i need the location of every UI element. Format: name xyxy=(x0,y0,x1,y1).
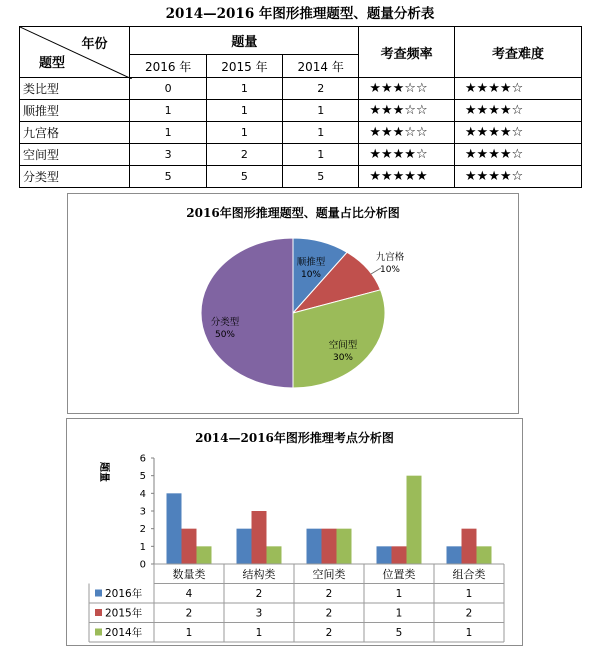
legend-label: 2014年 xyxy=(105,627,143,639)
row-type: 九宫格 xyxy=(20,122,130,144)
bar xyxy=(167,493,182,564)
row-frequency-stars: ★★★☆☆ xyxy=(359,100,455,122)
year-header: 2014 年 xyxy=(283,55,359,78)
pie-chart xyxy=(68,194,518,413)
bar-chart-panel xyxy=(66,418,523,646)
row-count: 5 xyxy=(283,166,359,188)
row-count: 1 xyxy=(283,144,359,166)
row-frequency-stars: ★★★★☆ xyxy=(359,144,455,166)
pie-slice-percent: 10% xyxy=(379,265,401,275)
row-count: 1 xyxy=(206,78,282,100)
row-type: 空间型 xyxy=(20,144,130,166)
pie-slice-label: 顺推型 xyxy=(296,257,326,268)
row-count: 2 xyxy=(283,78,359,100)
row-difficulty-stars: ★★★★☆ xyxy=(454,122,581,144)
corner-type-label: 题型 xyxy=(39,56,66,71)
table-value: 3 xyxy=(255,607,263,620)
table-row xyxy=(20,144,582,166)
table-value: 1 xyxy=(185,627,193,639)
bar xyxy=(392,546,407,564)
table-value: 2 xyxy=(325,588,333,600)
row-count: 5 xyxy=(130,166,206,188)
bar-y-tick-label: 3 xyxy=(139,506,146,518)
table-value: 2 xyxy=(325,607,333,620)
bar xyxy=(197,546,212,564)
bar xyxy=(462,529,477,564)
legend-label: 2016年 xyxy=(105,588,143,600)
table-value: 1 xyxy=(395,588,403,600)
table-value: 2 xyxy=(185,607,193,620)
row-type: 顺推型 xyxy=(20,100,130,122)
row-count: 1 xyxy=(206,122,282,144)
row-count: 1 xyxy=(130,122,206,144)
row-difficulty-stars: ★★★★☆ xyxy=(454,100,581,122)
row-count: 1 xyxy=(206,100,282,122)
legend-label: 2015年 xyxy=(105,607,143,620)
bar-category-label: 位置类 xyxy=(382,568,416,581)
stats-table xyxy=(19,26,582,188)
bar-y-tick-label: 4 xyxy=(139,488,146,500)
row-difficulty-stars: ★★★★☆ xyxy=(454,78,581,100)
bar-category-label: 结构类 xyxy=(242,568,276,581)
bar-y-tick-label: 5 xyxy=(139,471,146,483)
table-value: 1 xyxy=(465,627,473,639)
corner-year-label: 年份 xyxy=(81,37,108,52)
corner-diagonal xyxy=(20,27,132,79)
bar xyxy=(322,529,337,564)
table-value: 2 xyxy=(465,607,473,620)
row-count: 5 xyxy=(206,166,282,188)
table-value: 1 xyxy=(395,607,403,620)
row-count: 1 xyxy=(283,100,359,122)
legend-swatch xyxy=(95,629,102,636)
row-frequency-stars: ★★★☆☆ xyxy=(359,122,455,144)
table-value: 1 xyxy=(255,627,263,639)
difficulty-header: 考查难度 xyxy=(454,27,581,78)
table-value: 2 xyxy=(255,588,263,600)
row-count: 3 xyxy=(130,144,206,166)
row-type: 分类型 xyxy=(20,166,130,188)
bar xyxy=(267,546,282,564)
bar xyxy=(307,529,322,564)
bar xyxy=(182,529,197,564)
document-title: 2014—2016 年图形推理题型、题量分析表 xyxy=(165,6,435,22)
row-frequency-stars: ★★★★★ xyxy=(359,166,455,188)
row-type: 类比型 xyxy=(20,78,130,100)
bar-y-tick-label: 6 xyxy=(139,453,146,465)
row-difficulty-stars: ★★★★☆ xyxy=(454,166,581,188)
bar xyxy=(252,511,267,564)
bar-chart-title: 2014—2016年图形推理考点分析图 xyxy=(195,431,394,445)
table-corner-cell xyxy=(20,27,130,78)
bar-chart xyxy=(67,419,522,645)
year-header: 2015 年 xyxy=(206,55,282,78)
pie-slice xyxy=(201,238,293,388)
year-header: 2016 年 xyxy=(130,55,206,78)
pie-slice-percent: 10% xyxy=(300,270,322,280)
table-row xyxy=(20,166,582,188)
bar xyxy=(447,546,462,564)
bar-y-tick-label: 2 xyxy=(139,524,146,536)
table-value: 5 xyxy=(395,627,403,639)
row-count: 1 xyxy=(130,100,206,122)
pie-slice-label: 分类型 xyxy=(210,317,240,328)
row-count: 0 xyxy=(130,78,206,100)
row-count: 1 xyxy=(283,122,359,144)
bar-y-tick-label: 0 xyxy=(139,559,146,571)
bar xyxy=(337,529,352,564)
bar-category-label: 数量类 xyxy=(172,568,206,581)
pie-slice-label: 空间型 xyxy=(328,340,358,351)
table-value: 2 xyxy=(325,627,333,639)
bar xyxy=(407,476,422,564)
bar-y-tick-label: 1 xyxy=(139,541,146,553)
frequency-header: 考查频率 xyxy=(359,27,455,78)
bar xyxy=(377,546,392,564)
bar-y-axis-label: 题量 xyxy=(98,462,109,482)
bar-category-label: 空间类 xyxy=(312,568,346,581)
bar xyxy=(237,529,252,564)
bar xyxy=(477,546,492,564)
count-group-header: 题量 xyxy=(130,27,359,55)
pie-slice-label: 九宫格 xyxy=(375,252,405,263)
legend-swatch xyxy=(95,609,102,616)
pie-slice-percent: 50% xyxy=(214,330,236,340)
legend-swatch xyxy=(95,590,102,597)
row-count: 2 xyxy=(206,144,282,166)
table-row xyxy=(20,122,582,144)
pie-slice-percent: 30% xyxy=(332,353,354,363)
pie-chart-title: 2016年图形推理题型、题量占比分析图 xyxy=(186,206,400,220)
row-frequency-stars: ★★★☆☆ xyxy=(359,78,455,100)
pie-chart-panel xyxy=(67,193,519,414)
bar-category-label: 组合类 xyxy=(452,568,486,581)
row-difficulty-stars: ★★★★☆ xyxy=(454,144,581,166)
table-value: 4 xyxy=(185,588,193,600)
table-row xyxy=(20,100,582,122)
table-value: 1 xyxy=(465,588,473,600)
table-row xyxy=(20,78,582,100)
